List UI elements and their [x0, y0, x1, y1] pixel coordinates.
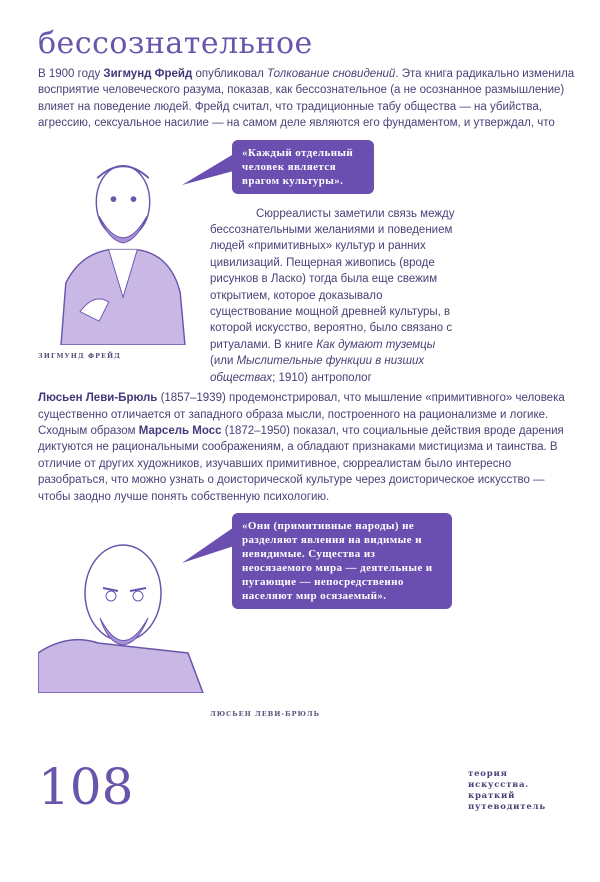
paragraph-intro — [38, 66, 578, 132]
freud-text-column — [210, 140, 578, 386]
speech-bubble-tail — [182, 150, 237, 190]
levy-bruhl-text-column — [210, 513, 578, 719]
footer-line: теория — [468, 768, 508, 779]
book-title-footer — [468, 769, 558, 813]
text: ; 1910) антрополог — [272, 371, 372, 384]
book-title: Толкование сновидений — [267, 68, 396, 80]
quote-text: «Каждый отдельный человек является врагом культуры». — [242, 146, 354, 187]
caption-freud: ЗИГМУНД ФРЕЙД — [38, 351, 121, 360]
footer-line: путеводитель — [468, 801, 546, 812]
footer-line: искусства. — [468, 779, 530, 790]
quote-text: «Они (примитивные народы) не разделяют явления на видимые и невидимые. Существа из неосязаемого мира — деятельные и пугающие — непосредственно населяют мир осязаемый». — [242, 519, 433, 602]
page-footer — [38, 759, 558, 815]
text: между бессознательными желаниями и поведением людей «примитивных» культур и ранних цивилизаций. Пещерная живопись (вроде рисунков в Ласко) тогда была еще свежим открытием, которое доказывало существование мощной древней культуры, в которой искусство, вероятно, было связано с ритуалами. В книге — [210, 207, 455, 351]
text: Сюрреалисты заметили связь — [256, 207, 417, 220]
book-title: Как думают туземцы — [316, 338, 436, 351]
name-mauss: Марсель Мосс — [138, 424, 222, 437]
text: . Эта книга радикально изменила восприятие человеческого разума, показав, как бессознательное (а не осознанное размышление) влияет на поведение людей. Фрейд считал, что традиционные табу общества — на убийства, агрессию, сексуальное насилие — на самом деле являются его фундаментом, и утверждал, что — [38, 68, 575, 130]
page-title: бессознательное — [38, 26, 313, 61]
footer-line: краткий — [468, 790, 516, 801]
speech-bubble-tail — [182, 523, 237, 568]
freud-section — [38, 140, 578, 386]
levy-bruhl-section — [38, 513, 578, 719]
quote-bubble-levy-bruhl — [232, 513, 452, 609]
text: (или — [210, 355, 237, 368]
book-title: Мыслительные функции в низших обществах — [210, 355, 425, 384]
quote-wrap — [210, 513, 578, 609]
caption-levy-bruhl: ЛЮСЬЕН ЛЕВИ-БРЮЛЬ — [210, 709, 320, 718]
text: опубликовал — [192, 68, 268, 80]
quote-bubble-freud — [232, 140, 374, 194]
paragraph-surrealists — [210, 206, 460, 386]
name-levy-bruhl: Люсьен Леви-Брюль — [38, 392, 158, 405]
quote-wrap — [210, 140, 578, 194]
text: В 1900 году — [38, 68, 104, 80]
text: (1857–1939) продемонстрировал, что мышление «примитивного» человека существенно отличается от западного образа мысли, построенного на рационализме и логике. Сходным образом — [38, 392, 565, 437]
text: (1872–1950) показал, что социальные действия вроде дарения диктуются не рациональными соображениям, а обладают признаками мистицизма и таинства. В отличие от других художников, изучавших примитивное, сюрреалистам было интересно разобраться, что можно узнать о доисторической культуре через доисторическое искусство — чтобы заодно лучше понять собственную психологию. — [38, 424, 564, 503]
page-number: 108 — [38, 757, 134, 816]
paragraph-anthropology — [38, 390, 578, 505]
name-freud: Зигмунд Фрейд — [103, 68, 193, 80]
